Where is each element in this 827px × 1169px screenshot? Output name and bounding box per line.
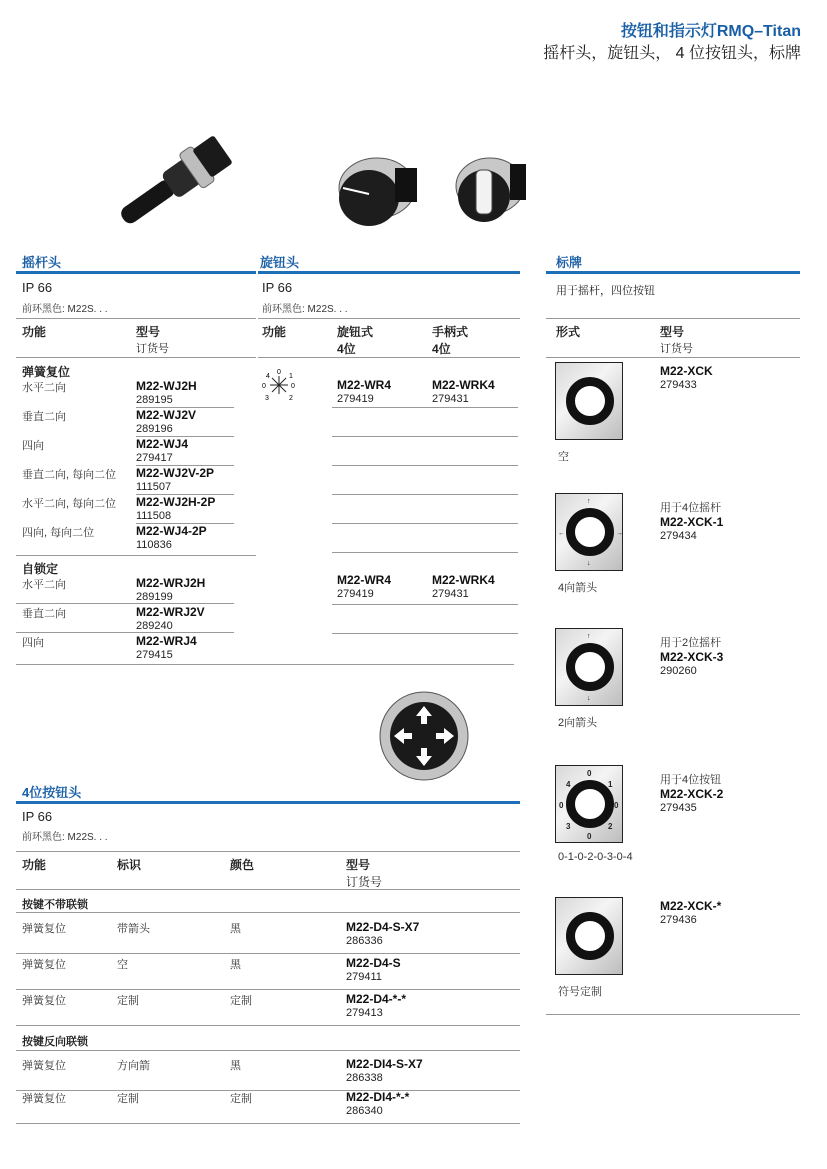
divider [258, 318, 520, 319]
row-label: 垂直二向, 每向二位 [22, 469, 117, 481]
rotary-position-diagram [262, 368, 296, 402]
plate-ring [566, 643, 614, 691]
color-cell: 定制 [230, 1093, 252, 1105]
model-number: M22-DI4-*-* [346, 1090, 410, 1104]
diagram-label: 4 [266, 373, 270, 380]
divider [332, 465, 518, 466]
function-cell: 弹簧复位 [22, 923, 66, 935]
label-plate-image [555, 765, 623, 843]
rotary-ring-note: 前环黑色: M22S. . . [262, 304, 348, 315]
rotary-model: M22-WRK4 [432, 573, 495, 587]
col-function: 功能 [262, 325, 287, 339]
rotary-model: M22-WR4 [337, 573, 392, 587]
joystick-photo [100, 118, 260, 233]
row-label: 垂直二向 [22, 411, 66, 423]
plate-caption: 4向箭头 [558, 582, 598, 594]
marking-cell: 方向箭 [117, 1060, 150, 1072]
model-number: M22-WJ2H [136, 379, 197, 393]
four-position-button-photo [376, 690, 476, 790]
page-title: 按钮和指示灯RMQ–Titan [620, 23, 801, 40]
model-number: M22-XCK-1 [660, 515, 724, 529]
order-number: 289195 [136, 394, 173, 406]
model-number: M22-DI4-S-X7 [346, 1057, 423, 1071]
diagram-label: 0 [291, 383, 295, 390]
order-number: 279436 [660, 914, 697, 926]
divider [16, 1123, 520, 1124]
pushbutton-ip: IP 66 [22, 809, 53, 824]
model-number: M22-D4-S-X7 [346, 920, 420, 934]
order-number: 111507 [136, 481, 172, 493]
dial-position-label: 1 [608, 780, 613, 789]
diagram-label: 0 [262, 383, 266, 390]
joystick-section-title: 摇杆头 [22, 255, 62, 270]
dial-position-label: 0 [559, 801, 564, 810]
marking-cell: 空 [117, 959, 128, 971]
model-number: M22-XCK [660, 364, 713, 378]
order-number: 279417 [136, 452, 173, 464]
label-plate-image [555, 628, 623, 706]
col-form: 形式 [556, 325, 581, 339]
order-number: 279435 [660, 802, 697, 814]
divider [16, 1090, 520, 1091]
order-number: 110836 [136, 539, 172, 551]
plate-usage: 用于2位摇杆 [660, 637, 722, 649]
plate-usage: 用于4位按钮 [660, 774, 722, 786]
divider [332, 494, 518, 495]
divider [16, 912, 520, 913]
color-cell: 黑 [230, 1060, 241, 1072]
color-cell: 黑 [230, 923, 241, 935]
col-marking: 标识 [117, 858, 142, 872]
pushbutton-ring-note: 前环黑色: M22S. . . [22, 832, 108, 843]
plate-caption: 2向箭头 [558, 717, 598, 729]
joystick-table-bottom [16, 664, 514, 665]
page-subtitle: 摇杆头，旋钮头， 4 位按钮头，标牌 [543, 45, 801, 62]
label-plate-image [555, 897, 623, 975]
col-type: 型号 [346, 858, 371, 872]
group-spring-return: 弹簧复位 [22, 365, 71, 379]
pushbutton-section-title: 4位按钮头 [22, 785, 82, 800]
marking-cell: 定制 [117, 995, 139, 1007]
order-number: 289199 [136, 591, 173, 603]
model-number: M22-XCK-3 [660, 650, 724, 664]
col-knob-positions: 4位 [337, 342, 356, 356]
col-type: 型号 [660, 325, 685, 339]
order-number: 286340 [346, 1105, 383, 1117]
divider [546, 357, 800, 358]
row-label: 水平二向, 每向二位 [22, 498, 117, 510]
plates-section-title: 标牌 [556, 255, 583, 270]
divider [16, 318, 256, 319]
divider [16, 953, 520, 954]
divider [332, 523, 518, 524]
order-number: 279413 [346, 1007, 383, 1019]
row-label: 四向 [22, 637, 44, 649]
joystick-ring-note: 前环黑色: M22S. . . [22, 304, 108, 315]
label-plate-image [555, 362, 623, 440]
order-number: 286336 [346, 935, 383, 947]
diagram-label: 0 [277, 369, 281, 376]
diagram-label: 1 [289, 373, 293, 380]
pushbutton-section-rule [16, 801, 520, 804]
divider [332, 407, 518, 408]
row-label: 垂直二向 [22, 608, 66, 620]
diagram-label: 3 [265, 395, 269, 402]
plate-caption: 0-1-0-2-0-3-0-4 [558, 851, 633, 863]
rotary-knob-photo [325, 148, 425, 238]
dial-position-label: 0 [587, 832, 592, 841]
rotary-order-number: 279431 [432, 588, 469, 600]
dial-position-label: 2 [608, 822, 613, 831]
order-number: 111508 [136, 510, 172, 522]
model-number: M22-WRJ4 [136, 634, 197, 648]
function-cell: 弹簧复位 [22, 959, 66, 971]
row-label: 四向 [22, 440, 44, 452]
divider [16, 1050, 520, 1051]
arrow-icon: → [616, 530, 623, 537]
col-handle-type: 手柄式 [432, 325, 469, 339]
rotary-order-number: 279419 [337, 393, 374, 405]
order-number: 279411 [346, 971, 382, 983]
plate-ring [566, 508, 614, 556]
divider [16, 632, 234, 633]
rotary-section-rule [258, 271, 520, 274]
divider [16, 555, 256, 556]
dial-position-label: 0 [614, 801, 619, 810]
row-label: 水平二向 [22, 382, 66, 394]
group-reverse-interlock: 按键反向联锁 [22, 1036, 88, 1048]
function-cell: 弹簧复位 [22, 1060, 66, 1072]
order-number: 279434 [660, 530, 697, 542]
col-order: 订货号 [136, 343, 169, 355]
rotary-handle-photo [440, 148, 530, 238]
diagram-label: 2 [289, 395, 293, 402]
col-knob-type: 旋钮式 [337, 325, 374, 339]
divider [546, 318, 800, 319]
model-number: M22-D4-S [346, 956, 401, 970]
dial-position-label: 0 [587, 769, 592, 778]
model-number: M22-WRJ2V [136, 605, 205, 619]
plate-usage: 用于4位摇杆 [660, 502, 722, 514]
model-number: M22-WJ2V-2P [136, 466, 215, 480]
divider [16, 603, 234, 604]
arrow-icon: ↓ [587, 695, 591, 702]
plates-table-bottom [546, 1014, 800, 1015]
model-number: M22-WJ4-2P [136, 524, 207, 538]
plate-caption: 空 [558, 451, 569, 463]
divider [332, 604, 518, 605]
color-cell: 黑 [230, 959, 241, 971]
order-number: 286338 [346, 1072, 383, 1084]
model-number: M22-WJ2V [136, 408, 197, 422]
group-self-locking: 自锁定 [22, 562, 59, 576]
divider [332, 633, 518, 634]
joystick-section-rule [16, 271, 256, 274]
label-plate-image [555, 493, 623, 571]
order-number: 290260 [660, 665, 697, 677]
plates-usage-note: 用于摇杆，四位按钮 [556, 285, 655, 297]
function-cell: 弹簧复位 [22, 995, 66, 1007]
row-label: 水平二向 [22, 579, 66, 591]
order-number: 279415 [136, 649, 173, 661]
col-order: 订货号 [346, 875, 383, 889]
divider [332, 436, 518, 437]
dial-position-label: 3 [566, 822, 571, 831]
marking-cell: 定制 [117, 1093, 139, 1105]
order-number: 289240 [136, 620, 173, 632]
plate-ring [566, 912, 614, 960]
marking-cell: 带箭头 [117, 923, 150, 935]
divider [258, 357, 520, 358]
divider [16, 357, 256, 358]
divider [16, 851, 520, 852]
arrow-icon: ← [558, 530, 565, 537]
plate-caption: 符号定制 [558, 986, 602, 998]
plates-section-rule [546, 271, 800, 274]
model-number: M22-WRJ2H [136, 576, 206, 590]
rotary-order-number: 279419 [337, 588, 374, 600]
joystick-ip: IP 66 [22, 280, 53, 295]
col-function: 功能 [22, 325, 47, 339]
function-cell: 弹簧复位 [22, 1093, 66, 1105]
arrow-icon: ↑ [587, 498, 591, 505]
model-number: M22-WJ2H-2P [136, 495, 216, 509]
rotary-model: M22-WRK4 [432, 378, 495, 392]
dial-position-label: 4 [566, 780, 571, 789]
rotary-model: M22-WR4 [337, 378, 392, 392]
col-type: 型号 [136, 325, 161, 339]
col-order: 订货号 [660, 343, 693, 355]
model-number: M22-XCK-* [660, 899, 722, 913]
divider [16, 989, 520, 990]
rotary-order-number: 279431 [432, 393, 469, 405]
rotary-section-title: 旋钮头 [260, 255, 300, 270]
order-number: 289196 [136, 423, 173, 435]
model-number: M22-XCK-2 [660, 787, 724, 801]
divider [16, 889, 520, 890]
color-cell: 定制 [230, 995, 252, 1007]
group-no-interlock: 按键不带联锁 [22, 899, 88, 911]
arrow-icon: ↑ [587, 633, 591, 640]
divider [332, 552, 518, 553]
model-number: M22-D4-*-* [346, 992, 407, 1006]
col-color: 颜色 [230, 858, 255, 872]
divider [16, 1025, 520, 1026]
arrow-icon: ↓ [587, 560, 591, 567]
model-number: M22-WJ4 [136, 437, 189, 451]
plate-ring [566, 780, 614, 828]
order-number: 279433 [660, 379, 697, 391]
plate-ring [566, 377, 614, 425]
row-label: 四向, 每向二位 [22, 527, 95, 539]
col-handle-positions: 4位 [432, 342, 451, 356]
col-function: 功能 [22, 858, 47, 872]
rotary-ip: IP 66 [262, 280, 293, 295]
